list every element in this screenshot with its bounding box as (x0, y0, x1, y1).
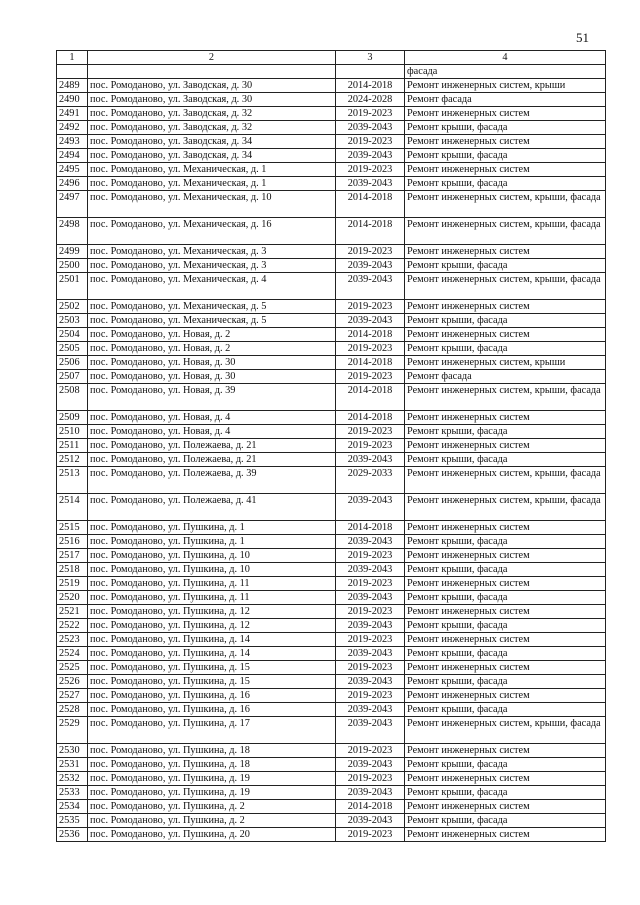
row-work: Ремонт инженерных систем, крыши (405, 79, 606, 93)
row-address: пос. Ромоданово, ул. Новая, д. 2 (88, 342, 336, 356)
table-row (57, 149, 606, 163)
row-work: Ремонт инженерных систем (405, 107, 606, 121)
table-row (57, 619, 606, 633)
row-work: Ремонт инженерных систем, крыши, фасада (405, 191, 606, 218)
row-number: 2534 (57, 800, 88, 814)
row-work: Ремонт крыши, фасада (405, 786, 606, 800)
row-work: Ремонт крыши, фасада (405, 675, 606, 689)
table-row (57, 245, 606, 259)
row-number: 2508 (57, 384, 88, 411)
row-work: Ремонт инженерных систем, крыши, фасада (405, 717, 606, 744)
row-period: 2019-2023 (336, 828, 405, 842)
row-address: пос. Ромоданово, ул. Заводская, д. 34 (88, 149, 336, 163)
row-address: пос. Ромоданово, ул. Механическая, д. 1 (88, 163, 336, 177)
row-period: 2039-2043 (336, 786, 405, 800)
table-row (57, 356, 606, 370)
row-period: 2019-2023 (336, 342, 405, 356)
row-number: 2532 (57, 772, 88, 786)
table-row (57, 605, 606, 619)
row-work: Ремонт инженерных систем (405, 772, 606, 786)
row-address: пос. Ромоданово, ул. Пушкина, д. 14 (88, 647, 336, 661)
table-row (57, 218, 606, 245)
row-address: пос. Ромоданово, ул. Механическая, д. 3 (88, 259, 336, 273)
row-period: 2039-2043 (336, 703, 405, 717)
row-number: 2526 (57, 675, 88, 689)
continued-row (57, 65, 606, 79)
row-period: 2019-2023 (336, 300, 405, 314)
table-row (57, 467, 606, 494)
row-period: 2014-2018 (336, 521, 405, 535)
row-number: 2521 (57, 605, 88, 619)
row-address: пос. Ромоданово, ул. Пушкина, д. 1 (88, 535, 336, 549)
row-period: 2039-2043 (336, 758, 405, 772)
row-address: пос. Ромоданово, ул. Пушкина, д. 19 (88, 772, 336, 786)
row-period: 2014-2018 (336, 79, 405, 93)
row-work: Ремонт крыши, фасада (405, 149, 606, 163)
table-header-row (57, 51, 606, 65)
row-number: 2497 (57, 191, 88, 218)
row-work: Ремонт крыши, фасада (405, 453, 606, 467)
row-work: Ремонт инженерных систем, крыши, фасада (405, 384, 606, 411)
row-period: 2019-2023 (336, 577, 405, 591)
row-period: 2019-2023 (336, 135, 405, 149)
table-row (57, 717, 606, 744)
row-address: пос. Ромоданово, ул. Новая, д. 4 (88, 411, 336, 425)
row-period: 2029-2033 (336, 467, 405, 494)
row-work: Ремонт инженерных систем (405, 439, 606, 453)
row-period: 2039-2043 (336, 717, 405, 744)
row-address: пос. Ромоданово, ул. Пушкина, д. 15 (88, 675, 336, 689)
row-work: Ремонт крыши, фасада (405, 563, 606, 577)
table-row (57, 328, 606, 342)
row-period: 2014-2018 (336, 384, 405, 411)
row-address: пос. Ромоданово, ул. Пушкина, д. 1 (88, 521, 336, 535)
table-row (57, 135, 606, 149)
table-row (57, 689, 606, 703)
row-work: Ремонт инженерных систем (405, 245, 606, 259)
row-number: 2518 (57, 563, 88, 577)
row-period: 2024-2028 (336, 93, 405, 107)
row-number: 2510 (57, 425, 88, 439)
row-address: пос. Ромоданово, ул. Пушкина, д. 17 (88, 717, 336, 744)
row-number: 2527 (57, 689, 88, 703)
table-row (57, 439, 606, 453)
table-row (57, 549, 606, 563)
row-work: Ремонт инженерных систем (405, 135, 606, 149)
row-work: Ремонт инженерных систем (405, 577, 606, 591)
table-row (57, 453, 606, 467)
row-number: 2489 (57, 79, 88, 93)
row-address: пос. Ромоданово, ул. Пушкина, д. 16 (88, 703, 336, 717)
row-period: 2039-2043 (336, 259, 405, 273)
row-number: 2496 (57, 177, 88, 191)
table-row (57, 411, 606, 425)
row-number: 2514 (57, 494, 88, 521)
row-period: 2019-2023 (336, 425, 405, 439)
repair-schedule-table (56, 50, 606, 842)
row-period: 2014-2018 (336, 411, 405, 425)
row-address (88, 65, 336, 79)
row-period: 2019-2023 (336, 605, 405, 619)
table-row (57, 370, 606, 384)
column-header-2: 2 (88, 51, 336, 65)
row-work: Ремонт инженерных систем, крыши, фасада (405, 273, 606, 300)
row-period: 2019-2023 (336, 744, 405, 758)
row-number: 2495 (57, 163, 88, 177)
row-period: 2039-2043 (336, 273, 405, 300)
row-period (336, 65, 405, 79)
row-address: пос. Ромоданово, ул. Заводская, д. 30 (88, 93, 336, 107)
table-row (57, 300, 606, 314)
table-row (57, 494, 606, 521)
row-number: 2490 (57, 93, 88, 107)
row-period: 2014-2018 (336, 800, 405, 814)
row-address: пос. Ромоданово, ул. Полежаева, д. 21 (88, 439, 336, 453)
row-number: 2517 (57, 549, 88, 563)
table-row (57, 535, 606, 549)
row-address: пос. Ромоданово, ул. Пушкина, д. 12 (88, 619, 336, 633)
row-address: пос. Ромоданово, ул. Новая, д. 4 (88, 425, 336, 439)
row-period: 2039-2043 (336, 314, 405, 328)
row-work: Ремонт крыши, фасада (405, 314, 606, 328)
row-work: Ремонт крыши, фасада (405, 703, 606, 717)
row-period: 2039-2043 (336, 149, 405, 163)
table-row (57, 79, 606, 93)
row-period: 2019-2023 (336, 107, 405, 121)
row-work: Ремонт инженерных систем (405, 800, 606, 814)
row-work: Ремонт фасада (405, 93, 606, 107)
row-work: Ремонт инженерных систем (405, 828, 606, 842)
row-number: 2530 (57, 744, 88, 758)
row-work: Ремонт крыши, фасада (405, 177, 606, 191)
row-address: пос. Ромоданово, ул. Пушкина, д. 16 (88, 689, 336, 703)
row-address: пос. Ромоданово, ул. Новая, д. 30 (88, 356, 336, 370)
row-work: Ремонт инженерных систем (405, 163, 606, 177)
table-row (57, 675, 606, 689)
row-work: Ремонт инженерных систем (405, 744, 606, 758)
column-header-3: 3 (336, 51, 405, 65)
row-address: пос. Ромоданово, ул. Пушкина, д. 10 (88, 549, 336, 563)
table-row (57, 772, 606, 786)
row-address: пос. Ромоданово, ул. Полежаева, д. 39 (88, 467, 336, 494)
row-work: Ремонт крыши, фасада (405, 591, 606, 605)
row-work: Ремонт инженерных систем (405, 605, 606, 619)
row-address: пос. Ромоданово, ул. Пушкина, д. 2 (88, 814, 336, 828)
row-address: пос. Ромоданово, ул. Заводская, д. 32 (88, 121, 336, 135)
column-header-1: 1 (57, 51, 88, 65)
row-work: Ремонт крыши, фасада (405, 647, 606, 661)
row-work: фасада (405, 65, 606, 79)
row-work: Ремонт крыши, фасада (405, 619, 606, 633)
row-period: 2039-2043 (336, 453, 405, 467)
row-number: 2515 (57, 521, 88, 535)
row-period: 2039-2043 (336, 675, 405, 689)
row-work: Ремонт крыши, фасада (405, 121, 606, 135)
row-number: 2512 (57, 453, 88, 467)
table-row (57, 633, 606, 647)
row-period: 2019-2023 (336, 439, 405, 453)
row-address: пос. Ромоданово, ул. Новая, д. 39 (88, 384, 336, 411)
row-work: Ремонт инженерных систем, крыши (405, 356, 606, 370)
row-number: 2511 (57, 439, 88, 453)
row-address: пос. Ромоданово, ул. Механическая, д. 4 (88, 273, 336, 300)
row-work: Ремонт инженерных систем (405, 689, 606, 703)
row-address: пос. Ромоданово, ул. Пушкина, д. 18 (88, 758, 336, 772)
row-number: 2523 (57, 633, 88, 647)
row-address: пос. Ромоданово, ул. Заводская, д. 32 (88, 107, 336, 121)
row-period: 2039-2043 (336, 535, 405, 549)
table-row (57, 425, 606, 439)
row-address: пос. Ромоданово, ул. Пушкина, д. 2 (88, 800, 336, 814)
row-period: 2019-2023 (336, 163, 405, 177)
row-period: 2014-2018 (336, 191, 405, 218)
row-period: 2039-2043 (336, 619, 405, 633)
row-work: Ремонт инженерных систем (405, 549, 606, 563)
row-work: Ремонт крыши, фасада (405, 758, 606, 772)
table-row (57, 342, 606, 356)
row-number: 2528 (57, 703, 88, 717)
table-row (57, 121, 606, 135)
row-work: Ремонт инженерных систем (405, 411, 606, 425)
row-address: пос. Ромоданово, ул. Новая, д. 30 (88, 370, 336, 384)
row-number: 2516 (57, 535, 88, 549)
row-work: Ремонт инженерных систем, крыши, фасада (405, 467, 606, 494)
row-work: Ремонт инженерных систем (405, 521, 606, 535)
row-number: 2509 (57, 411, 88, 425)
table-row (57, 758, 606, 772)
row-address: пос. Ромоданово, ул. Механическая, д. 10 (88, 191, 336, 218)
row-number: 2525 (57, 661, 88, 675)
row-period: 2019-2023 (336, 549, 405, 563)
row-work: Ремонт крыши, фасада (405, 535, 606, 549)
row-address: пос. Ромоданово, ул. Пушкина, д. 11 (88, 577, 336, 591)
table-row (57, 814, 606, 828)
table-row (57, 661, 606, 675)
row-period: 2039-2043 (336, 563, 405, 577)
row-work: Ремонт инженерных систем, крыши, фасада (405, 494, 606, 521)
row-number: 2499 (57, 245, 88, 259)
row-period: 2019-2023 (336, 689, 405, 703)
row-number: 2536 (57, 828, 88, 842)
table-row (57, 563, 606, 577)
row-number: 2501 (57, 273, 88, 300)
table-row (57, 786, 606, 800)
table-row (57, 191, 606, 218)
row-period: 2014-2018 (336, 328, 405, 342)
row-number: 2491 (57, 107, 88, 121)
table-row (57, 273, 606, 300)
row-address: пос. Ромоданово, ул. Пушкина, д. 12 (88, 605, 336, 619)
row-number: 2531 (57, 758, 88, 772)
row-address: пос. Ромоданово, ул. Механическая, д. 5 (88, 314, 336, 328)
table-row (57, 163, 606, 177)
table-row (57, 93, 606, 107)
row-period: 2039-2043 (336, 591, 405, 605)
row-number: 2529 (57, 717, 88, 744)
row-number: 2507 (57, 370, 88, 384)
row-period: 2039-2043 (336, 494, 405, 521)
row-address: пос. Ромоданово, ул. Пушкина, д. 10 (88, 563, 336, 577)
row-work: Ремонт крыши, фасада (405, 425, 606, 439)
table-row (57, 521, 606, 535)
row-address: пос. Ромоданово, ул. Механическая, д. 3 (88, 245, 336, 259)
row-period: 2019-2023 (336, 245, 405, 259)
table-row (57, 177, 606, 191)
row-period: 2019-2023 (336, 772, 405, 786)
row-work: Ремонт инженерных систем, крыши, фасада (405, 218, 606, 245)
table-row (57, 703, 606, 717)
row-number: 2520 (57, 591, 88, 605)
row-number: 2524 (57, 647, 88, 661)
row-address: пос. Ромоданово, ул. Механическая, д. 16 (88, 218, 336, 245)
table-row (57, 259, 606, 273)
row-period: 2019-2023 (336, 370, 405, 384)
row-work: Ремонт инженерных систем (405, 328, 606, 342)
row-number: 2503 (57, 314, 88, 328)
row-period: 2019-2023 (336, 661, 405, 675)
row-number: 2492 (57, 121, 88, 135)
row-number: 2506 (57, 356, 88, 370)
row-period: 2014-2018 (336, 218, 405, 245)
row-address: пос. Ромоданово, ул. Заводская, д. 30 (88, 79, 336, 93)
row-number: 2513 (57, 467, 88, 494)
row-number: 2519 (57, 577, 88, 591)
row-work: Ремонт крыши, фасада (405, 814, 606, 828)
table-row (57, 577, 606, 591)
row-period: 2039-2043 (336, 121, 405, 135)
table-row (57, 647, 606, 661)
table-row (57, 591, 606, 605)
row-number: 2522 (57, 619, 88, 633)
table-row (57, 107, 606, 121)
row-number: 2533 (57, 786, 88, 800)
row-address: пос. Ромоданово, ул. Новая, д. 2 (88, 328, 336, 342)
row-work: Ремонт фасада (405, 370, 606, 384)
row-address: пос. Ромоданово, ул. Пушкина, д. 18 (88, 744, 336, 758)
row-number: 2504 (57, 328, 88, 342)
table-row (57, 828, 606, 842)
row-address: пос. Ромоданово, ул. Полежаева, д. 21 (88, 453, 336, 467)
row-address: пос. Ромоданово, ул. Механическая, д. 5 (88, 300, 336, 314)
row-number: 2494 (57, 149, 88, 163)
row-work: Ремонт крыши, фасада (405, 259, 606, 273)
row-address: пос. Ромоданово, ул. Заводская, д. 34 (88, 135, 336, 149)
row-work: Ремонт инженерных систем (405, 633, 606, 647)
row-period: 2014-2018 (336, 356, 405, 370)
row-number: 2498 (57, 218, 88, 245)
row-work: Ремонт инженерных систем (405, 300, 606, 314)
table-body (57, 51, 606, 842)
row-work: Ремонт инженерных систем (405, 661, 606, 675)
table-row (57, 744, 606, 758)
row-period: 2039-2043 (336, 814, 405, 828)
column-header-4: 4 (405, 51, 606, 65)
table-row (57, 384, 606, 411)
row-period: 2019-2023 (336, 633, 405, 647)
row-number: 2502 (57, 300, 88, 314)
table-row (57, 314, 606, 328)
row-period: 2039-2043 (336, 647, 405, 661)
row-address: пос. Ромоданово, ул. Пушкина, д. 11 (88, 591, 336, 605)
row-address: пос. Ромоданово, ул. Механическая, д. 1 (88, 177, 336, 191)
row-period: 2039-2043 (336, 177, 405, 191)
row-address: пос. Ромоданово, ул. Пушкина, д. 20 (88, 828, 336, 842)
page-number: 51 (576, 30, 589, 45)
row-number (57, 65, 88, 79)
row-number: 2493 (57, 135, 88, 149)
row-work: Ремонт крыши, фасада (405, 342, 606, 356)
row-address: пос. Ромоданово, ул. Пушкина, д. 14 (88, 633, 336, 647)
row-address: пос. Ромоданово, ул. Пушкина, д. 19 (88, 786, 336, 800)
row-number: 2505 (57, 342, 88, 356)
row-number: 2535 (57, 814, 88, 828)
table-row (57, 800, 606, 814)
row-address: пос. Ромоданово, ул. Пушкина, д. 15 (88, 661, 336, 675)
row-address: пос. Ромоданово, ул. Полежаева, д. 41 (88, 494, 336, 521)
row-number: 2500 (57, 259, 88, 273)
